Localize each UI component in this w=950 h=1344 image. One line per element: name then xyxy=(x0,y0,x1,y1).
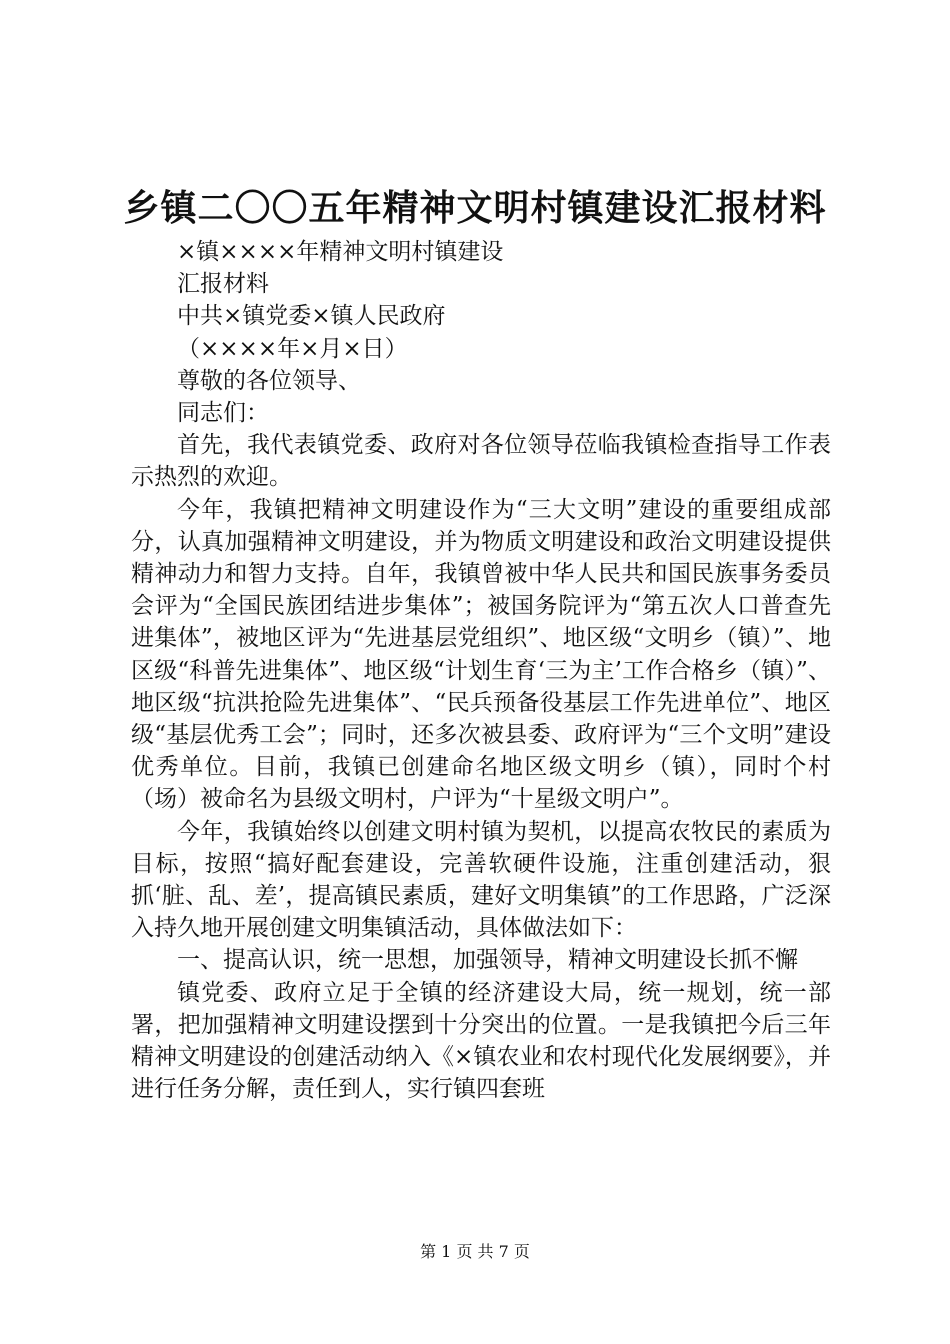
page-number-footer: 第 1 页 共 7 页 xyxy=(420,1242,530,1261)
paragraph: 中共×镇党委×镇人民政府 xyxy=(177,303,446,330)
paragraph: 首先，我代表镇党委、政府对各位领导莅临我镇检查指导工作表示热烈的欢迎。 xyxy=(131,432,831,491)
paragraph: 今年，我镇把精神文明建设作为“三大文明”建设的重要组成部分，认真加强精神文明建设，并为物质文明建设和政治文明建设提供精神动力和智力支持。自年，我镇曾被中华人民共和国民族事务委员会评为“全国民族团结进步集体”；被国务院评为“第五次人口普查先进集体”，被地区评为“先进基层党组织”、地区级“文明乡（镇）”、地区级“科普先进集体”、地区级“计划生育‘三为主’工作合格乡（镇）”、地区级“抗洪抢险先进集体”、“民兵预备役基层工作先进单位”、地区级“基层优秀工会”；同时，还多次被县委、政府评为“三个文明”建设优秀单位。目前，我镇已创建命名地区级文明乡（镇），同时个村（场）被命名为县级文明村，户评为“十星级文明户”。 xyxy=(131,496,831,813)
paragraph: ×镇××××年精神文明村镇建设 xyxy=(177,239,504,265)
paragraph: 同志们： xyxy=(177,400,269,427)
document-body xyxy=(131,236,831,1105)
paragraph: 汇报材料 xyxy=(177,271,269,298)
section-heading: 一、提高认识，统一思想，加强领导，精神文明建设长抓不懈 xyxy=(177,947,798,974)
paragraph: （××××年×月×日） xyxy=(177,335,408,362)
paragraph: 今年，我镇始终以创建文明村镇为契机，以提高农牧民的素质为目标，按照“搞好配套建设，完善软硬件设施，注重创建活动，狠抓‘脏、乱、差’，提高镇民素质，建好文明集镇”的工作思路，广泛深入持久地开展创建文明集镇活动，具体做法如下： xyxy=(131,818,831,942)
document-title: 乡镇二〇〇五年精神文明村镇建设汇报材料 xyxy=(123,187,827,229)
paragraph: 尊敬的各位领导、 xyxy=(177,367,361,394)
paragraph: 镇党委、政府立足于全镇的经济建设大局，统一规划，统一部署，把加强精神文明建设摆到十分突出的位置。一是我镇把今后三年精神文明建设的创建活动纳入《×镇农业和农村现代化发展纲要》，并进行任务分解，责任到人，实行镇四套班 xyxy=(131,979,831,1103)
